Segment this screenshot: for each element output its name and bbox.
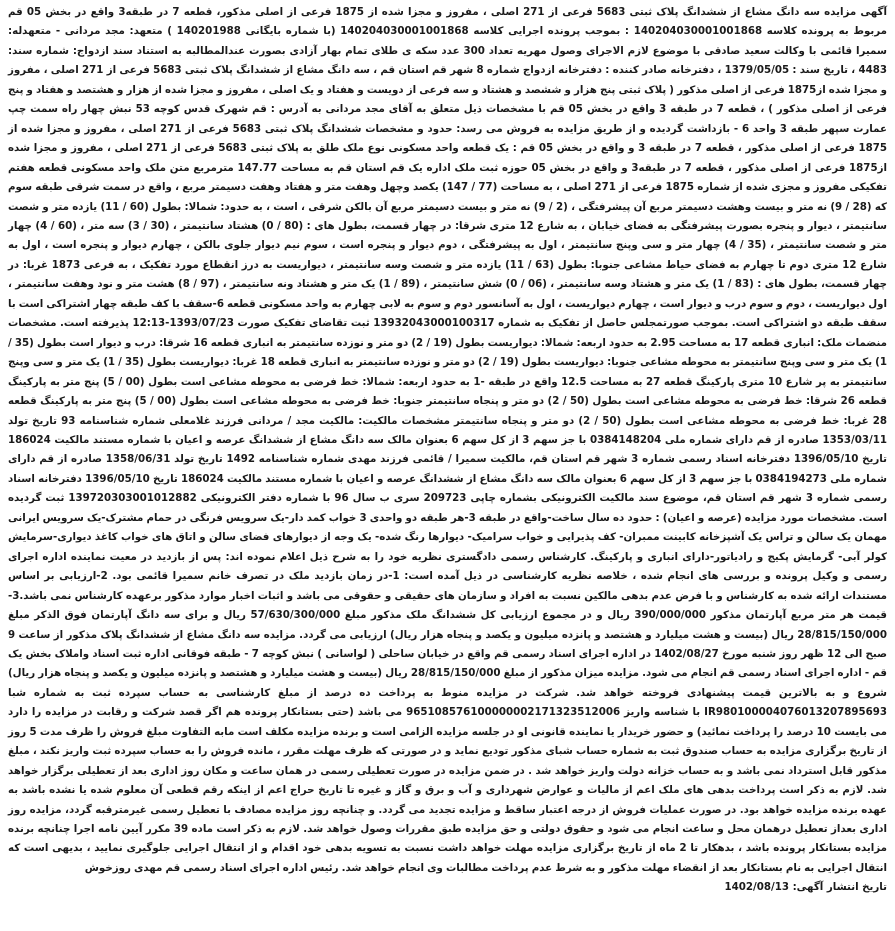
publish-date: تاریخ انتشار آگهی: 1402/08/13	[724, 881, 887, 894]
notice-body-text: آگهی مزایده سه دانگ مشاع از ششدانگ پلاک ثبتی 5683 فرعی از 271 اصلی ، مفروز و مجزا شده از 1875 فرعی از اصلی مذکور، قطعه 7 در طبقه3 واقع در بخش 05 قم مربوط به پرونده کلاسه 140204030001001868 : بموجب پرونده اجرایی کلاسه 140204030001001868 (با شماره بایگانی 140201988 ) متعهد: مجد مردانی - متعهدله: سمیرا قائمی با وکالت سعید صادقی با موضوع لازم الاجرای وصول مهریه تعداد 300 عدد سکه ی طلای تمام بهار آزادی بصورت عندالمطالبه به استناد سند ازدواج: شماره سند: 4483 ، تاریخ سند : 1379/05/05 ، دفترخانه صادر کننده : دفترخانه ازدواج شماره 8 شهر قم استان قم ، سه دانگ مشاع از ششدانگ پلاک ثبتی 5683 فرعی از 271 اصلی ، مفروز و مجزا شده از1875 فرعی از اصلی مذکور ( پلاک ثبتی پنج هزار و ششصد و هشتاد و سه فرعی از دویست و هفتاد و یک اصلی ، مفروز و مجزا شده از هزار و هشتصد و هفتاد و پنج فرعی از اصلی مذکور ) ، قطعه 7 در طبقه 3 واقع در بخش 05 قم با مشخصات ذیل متعلق به آقای مجد مردانی به آدرس : قم شهرک قدس کوچه 53 نبش چهار راه سمت چپ عمارت سپهر طبقه 3 واحد 6 - بازداشت گردیده و از طریق مزایده به فروش می رسد: حدود و مشخصات ششدانگ پلاک ثبتی 5683 فرعی از 271 اصلی ، مفروز و مجزا شده از 1875 فرعی از اصلی مذکور ، قطعه 7 در طبقه 3 و واقع در بخش 05 قم : یک قطعه واحد مسکونی نوع ملک طلق به پلاک ثبتی 5683 فرعی از 271 اصلی ، مفروز و مجزا شده از1875 فرعی از اصلی مذکور ، قطعه 7 در طبقه3 و واقع در بخش 05 حوزه ثبت ملک اداره یک قم استان قم به مساحت 147.77 مترمربع متن ملک واحد مسکونی قطعه هفتم تفکیکی مفروز و مجزی شده از شماره 1875 فرعی از 271 اصلی ، به مساحت (77 / 147) یکصد وچهل وهفت متر و هفتاد وهفت دسیمتر مربع ، واقع در سمت شرقی طبقه سوم که (28 / 9) نه متر و بیست وهشت دسیمتر مربع آن پیشرفتگی ، (2 / 9) نه متر و بیست دسیمتر مربع آن بالکن شرقی ، است ، به حدود: شمالا: بطول (60 / 11) یازده متر و شصت سانتیمتر ، دیوار و پنجره بصورت پیشرفتگی به فضای خیابان ، به شارع 12 متری شرقا: در چهار قسمت، بطول های : (80 / 0) هشتاد سانتیمتر ، (30 / 3) سه متر ، (60 / 4) چهار متر و شصت سانتیمتر ، (35 / 4) چهار متر و سی وپنج سانتیمتر ، اول به پیشرفتگی ، دوم دیوار و پنجره است ، سوم نیم دیوار جلوی بالکن ، چهارم دیوار و پنجره است ، اول به شارع 12 متری دوم تا چهارم به فضای حیاط مشاعی جنوبا: بطول (63 / 11) یازده متر و شصت وسه سانتیمتر ، دیواریست به درز انقطاع مورد تفکیک ، به فرعی 1873 غربا: در چهار قسمت، بطول های : (83 / 1) یک متر و هشتاد وسه سانتیمتر ، (06 / 0) شش سانتیمتر ، (89 / 1) یک متر و هشتاد ونه سانتیمتر ، (97 / 8) هشت متر و نود وهفت سانتیمتر ، اول دیواریست ، دوم و سوم درب و دیوار است ، چهارم دیواریست ، اول به آسانسور دوم و سوم به لابی چهارم به واحد مسکونی قطعه 6-سقف با کف طبقه چهار اشتراکی است با سقف طبقه دو اشتراکی است. بموجب صورتمجلس حاصل از تفکیک به شماره 13932043000100317 ثبت تقاضای تفکیک صورت 1393/07/23-12:13 پذیرفته است. مشخصات منضمات ملک: انباری قطعه 17 به مساحت 2.95 به حدود اربعه: شمالا: دیواریست بطول (19 / 2) دو متر و نوزده سانتیمتر به انباری قطعه 16 شرقا: درب و دیوار است بطول (35 / 1) یک متر و سی وپنج سانتیمتر به محوطه مشاعی جنوبا: دیواریست بطول (19 / 2) دو متر و نوزده سانتیمتر به انباری قطعه 18 غربا: دیواریست بطول (35 / 1) یک متر و سی وپنج سانتیمتر به پر شارع 10 متری پارکینگ قطعه 27 به مساحت 12.5 واقع در طبقه -1 به حدود اربعه: شمالا: خط فرضی به محوطه مشاعی است بطول (00 / 5) پنج متر به پارکینگ قطعه 26 شرقا: خط فرضی به محوطه مشاعی است بطول (50 / 2) دو متر و پنجاه سانتیمتر جنوبا: خط فرضی به محوطه مشاعی است بطول (00 / 5) پنج متر به پارکینگ قطعه 28 غربا: خط فرضی به محوطه مشاعی است بطول (50 / 2) دو متر و پنجاه سانتیمتر مشخصات مالکیت: مالکیت مجد / مردانی فرزند غلامعلی شماره شناسنامه 93 تاریخ تولد 1353/03/11 صادره از قم دارای شماره ملی 0384148204 با جز سهم 3 از کل سهم 6 بعنوان مالک سه دانگ مشاع از ششدانگ عرصه و اعیان با شماره مستند مالکیت 186024 تاریخ 1396/05/10 دفترخانه اسناد رسمی شماره 3 شهر قم استان قم، مالکیت سمیرا / قائمی فرزند مهدی شماره شناسنامه 1492 تاریخ تولد 1358/06/31 صادره از قم دارای شماره ملی 0384194273 با جز سهم 3 از کل سهم 6 بعنوان مالک سه دانگ مشاع از ششدانگ عرصه و اعیان با شماره مستند مالکیت 186024 تاریخ 1396/05/10 دفترخانه اسناد رسمی شماره 3 شهر قم استان قم، موضوع سند مالکیت الکترونیکی بشماره چاپی 209723 سری ب سال 96 با شماره دفتر الکترونیکی 139720303001012882 ثبت گردیده است. مشخصات مورد مزایده (عرصه و اعیان) : حدود ده سال ساخت-واقع در طبقه 3-هر طبقه دو واحدی 3 خواب کمد دار-یک سرویس فرنگی در حمام مشترک-یک سرویس ایرانی مهمان یک سالن و تراس یک آشپزخانه کابینت ممبران- کف پذیرایی و خواب سرامیک- دیوارها رنگ شده- یک وجه از دیوارهای فضای سالن و اتاق های خواب کاغذ دیواری-سرمایش کولر آبی- گرمایش پکیج و رادیاتور-دارای انباری و پارکینگ. کارشناس رسمی دادگستری نظریه خود را به شرح ذیل اعلام نموده اند: پس از بازدید در معیت نماینده اداره اجرای رسمی و وکیل پرونده و بررسی های انجام شده ، خلاصه نظریه کارشناسی در ذیل آمده است: 1-در زمان بازدید ملک در تصرف خانم سمیرا قائمی بود. 2-ارزیابی بر اساس مستندات ارائه شده به کارشناس و با فرض عدم بدهی مالکین نسبت به افراد و سازمان های حقیقی و حقوقی می باشد و اثبات اخبار موارد مذکور برعهده کارشناس نمی باشد.3-قیمت هر متر مربع آپارتمان مذکور 390/000/000 ریال و در مجموع ارزیابی کل ششدانگ ملک مذکور مبلغ 57/630/300/000 ریال و برای سه دانگ آپارتمان فوق الذکر مبلغ 28/815/150/000 ریال (بیست و هشت میلیارد و هشتصد و پانزده میلیون و یکصد و پنجاه هزار ریال) ارزیابی می گردد. مزایده سه دانگ مشاع از ششدانگ پلاک مذکور از ساعت 9 صبح الی 12 ظهر روز شنبه مورخ 1402/08/27 در اداره اجرای اسناد رسمی قم واقع در خیابان ساحلی ( لواسانی ) نبش کوچه 7 - طبقه فوقانی اداره ثبت اسناد واملاک بخش یک قم - اداره اجرای اسناد رسمی قم انجام می شود. مزایده میزان مذکور از مبلغ 28/815/150/000 ریال (بیست و هشت میلیارد و هشتصد و پانزده میلیون و یکصد و پنجاه هزار ریال) شروع و به بالاترین قیمت پیشنهادی فروخته خواهد شد. شرکت در مزایده منوط به پرداخت ده درصد از مبلغ کارشناسی به حساب سپرده ثبت به شماره شبا IR980100004076013207895693 با شناسه واریز 965108576100000002171323512006 می باشد (حتی بستانکار پرونده هم اگر قصد شرکت و رقابت در مزایده را دارد می بایست 10 درصد را پرداخت نمائید) و حضور خریدار یا نماینده قانونی او در جلسه مزایده الزامی است و برنده مزایده مکلف است مابه التفاوت مبلغ فروش را ظرف مدت 5 روز از تاریخ برگزاری مزایده به حساب صندوق ثبت به شماره حساب شبای مذکور تودیع نماید و در صورتی که ظرف مهلت مقرر ، مانده فروش را به حساب سپرده ثبت واریز نکند ، مبلغ مذکور قابل استرداد نمی باشد و به حساب خزانه دولت واریز خواهد شد . در ضمن مزایده در صورت تعطیلی رسمی در همان ساعت و مکان روز اداری بعد از تعطیلی برگزار خواهد شد. لازم به ذکر است پرداخت بدهی های ملک اعم از مالیات و عوارض شهرداری و آب و برق و گاز و غیره تا تاریخ حراج اعم از اینکه رقم قطعی آن معلوم شده یا نشده باشد به عهده برنده مزایده خواهد بود. در صورت عملیات فروش از درجه اعتبار ساقط و مزایده تجدید می گردد. و چنانچه روز مزایده مصادف با تعطیل رسمی غیرمترقبه گردد، مزایده روز اداری بعداز تعطیل درهمان محل و ساعت انجام می شود و حقوق دولتی و حق مزایده طبق مقررات وصول خواهد شد. لازم به ذکر است ماده 39 مکرر آیین نامه اجرا چنانچه برنده مزایده بستانکار پرونده باشد ، بدهکار تا 2 ماه از تاریخ برگزاری مزایده مهلت خواهد داشت نسبت به تسویه بدهی خود اقدام و از انتقال اجرایی جلوگیری نمایید ، بدیهی است که انتقال اجرایی به نام بستانکار بعد از انقضاء مهلت مذکور و به شرط عدم پرداخت مطالبات وی انجام خواهد شد. رئیس اداره اجرای اسناد رسمی قم مهدی روزخوش	[8, 6, 888, 874]
